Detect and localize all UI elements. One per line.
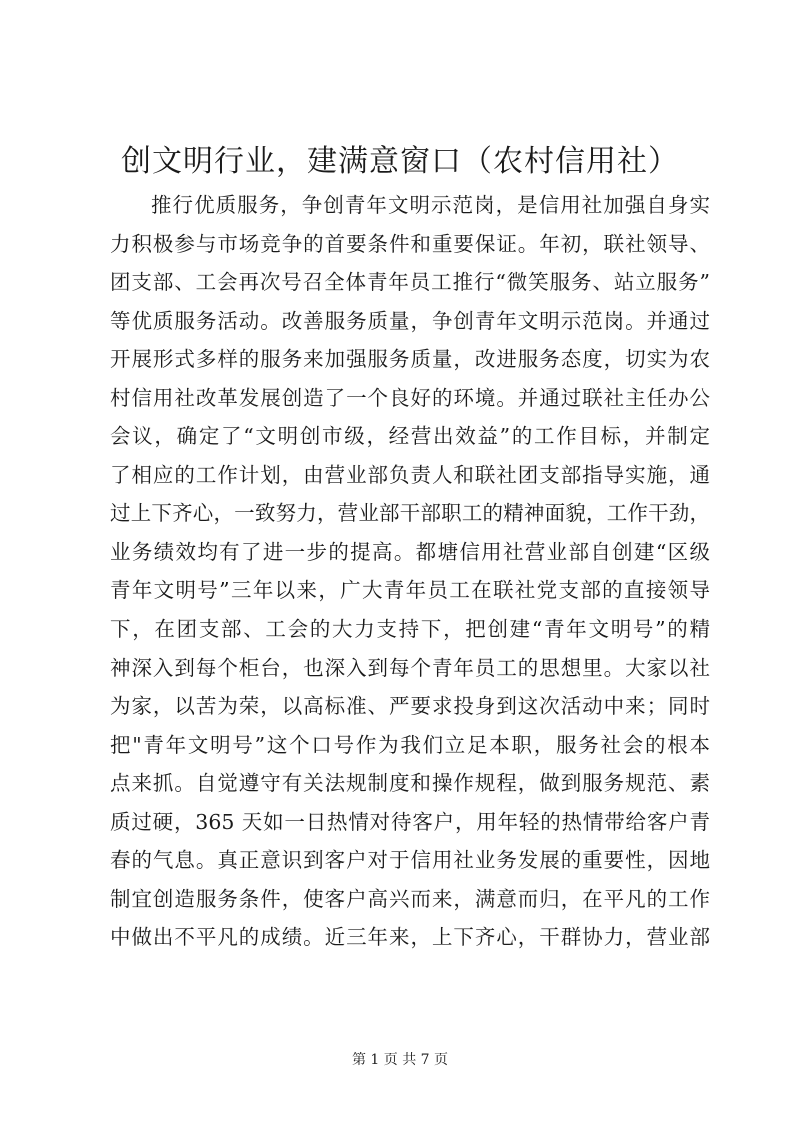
text-line: 力积极参与市场竞争的首要条件和重要保证。年初，联社领导、: [110, 231, 710, 256]
document-title: 创文明行业，建满意窗口（农村信用社）: [121, 144, 679, 179]
text-line: 下，在团支部、工会的大力支持下，把创建“青年文明号”的精: [110, 617, 710, 642]
text-line: 团支部、工会再次号召全体青年员工推行“微笑服务、站立服务”: [110, 270, 710, 295]
text-line: 点来抓。自觉遵守有关法规制度和操作规程，做到服务规范、素: [110, 771, 710, 796]
text-line: 青年文明号”三年以来，广大青年员工在联社党支部的直接领导: [110, 578, 710, 603]
text-line: 中做出不平凡的成绩。近三年来，上下齐心，干群协力，营业部: [110, 925, 710, 950]
text-line: 开展形式多样的服务来加强服务质量，改进服务态度，切实为农: [110, 347, 710, 372]
text-line: 质过硬，365 天如一日热情对待客户，用年轻的热情带给客户青: [110, 809, 710, 834]
text-line: 业务绩效均有了进一步的提高。都塘信用社营业部自创建“区级: [110, 539, 710, 564]
text-line: 会议，确定了“文明创市级，经营出效益”的工作目标，并制定: [110, 424, 710, 449]
text-line: 村信用社改革发展创造了一个良好的环境。并通过联社主任办公: [110, 385, 710, 410]
text-line: 制宜创造服务条件，使客户高兴而来，满意而归，在平凡的工作: [110, 886, 710, 911]
text-line: 神深入到每个柜台，也深入到每个青年员工的思想里。大家以社: [110, 655, 710, 680]
text-line: 推行优质服务，争创青年文明示范岗，是信用社加强自身实: [151, 193, 710, 217]
text-line: 春的气息。真正意识到客户对于信用社业务发展的重要性，因地: [110, 848, 710, 873]
page-number-footer: 第 1 页 共 7 页: [351, 1052, 449, 1068]
body-paragraph: [110, 186, 710, 957]
text-line: 了相应的工作计划，由营业部负责人和联社团支部指导实施，通: [110, 462, 710, 487]
text-line: 为家，以苦为荣，以高标准、严要求投身到这次活动中来；同时: [110, 694, 710, 719]
text-line: 等优质服务活动。改善服务质量，争创青年文明示范岗。并通过: [110, 308, 710, 333]
text-line: 过上下齐心，一致努力，营业部干部职工的精神面貌，工作干劲，: [110, 501, 710, 526]
text-line: 把"青年文明号”这个口号作为我们立足本职，服务社会的根本: [110, 732, 710, 757]
